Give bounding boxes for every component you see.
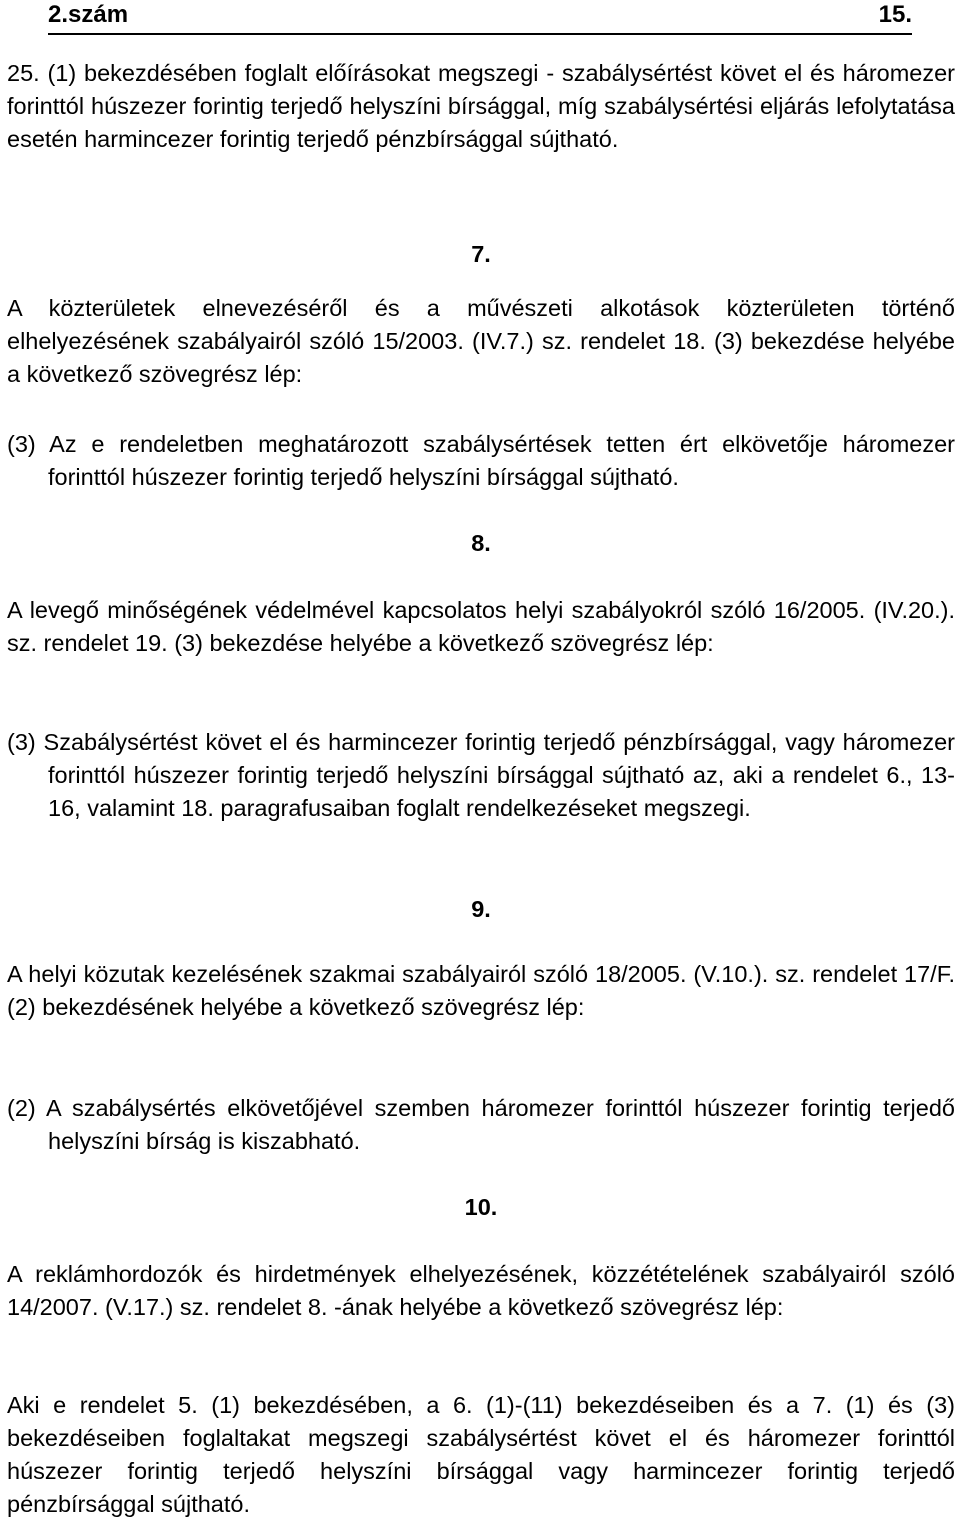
section-7-heading: 7. — [471, 241, 491, 267]
section-9-text: A helyi közutak kezelésének szakmai szabályairól szóló 18/2005. (V.10.). sz. rendelet 17/F. (2) bekezdésének helyébe a következő szövegrész lép: — [7, 961, 955, 1020]
section-10-quote: Aki e rendelet 5. (1) bekezdésében, a 6. (1)-(11) bekezdéseiben és a 7. (1) és (3) bekezdéseiben foglaltakat megszegi szabálysértést követ el és háromezer forinttól húszezer forintig terjedő helyszíni bírsággal vagy harmincezer forintig terjedő pénzbírsággal sújtható. — [7, 1392, 955, 1517]
section-9-quote: (2) A szabálysértés elkövetőjével szemben háromezer forinttól húszezer forintig terjedő helyszíni bírság is kiszabható. — [7, 1095, 955, 1154]
section-10-heading: 10. — [464, 1194, 498, 1220]
page-header — [48, 0, 912, 35]
section-8-text: A levegő minőségének védelmével kapcsolatos helyi szabályokról szóló 16/2005. (IV.20.). sz. rendelet 19. (3) bekezdése helyébe a következő szövegrész lép: — [7, 597, 955, 656]
section-8-heading: 8. — [471, 530, 491, 556]
issue-number: 2.szám — [48, 1, 129, 28]
section-10-text: A reklámhordozók és hirdetmények elhelyezésének, közzétételének szabályairól szóló 14/2007. (V.17.) sz. rendelet 8. -ának helyébe a következő szövegrész lép: — [7, 1261, 955, 1320]
section-7-quote: (3) Az e rendeletben meghatározott szabálysértések tetten ért elkövetője háromezer forinttól húszezer forintig terjedő helyszíni bírsággal sújtható. — [7, 431, 955, 490]
intro-paragraph: 25. (1) bekezdésében foglalt előírásokat megszegi - szabálysértést követ el és háromezer forinttól húszezer forintig terjedő helyszíni bírsággal, míg szabálysértési eljárás lefolytatása esetén harmincezer forintig terjedő pénzbírsággal sújtható. — [7, 60, 955, 152]
section-8-quote: (3) Szabálysértést követ el és harmincezer forintig terjedő pénzbírsággal, vagy háromezer forinttól húszezer forintig terjedő helyszíni bírsággal sújtható az, aki a rendelet 6., 13-16, valamint 18. paragrafusaiban foglalt rendelkezéseket megszegi. — [7, 729, 955, 821]
section-7-text: A közterületek elnevezéséről és a művészeti alkotások közterületen történő elhelyezésének szabályairól szóló 15/2003. (IV.7.) sz. rendelet 18. (3) bekezdése helyébe a következő szövegrész lép: — [7, 295, 955, 387]
section-9-heading: 9. — [471, 896, 491, 922]
page-number: 15. — [878, 1, 912, 28]
